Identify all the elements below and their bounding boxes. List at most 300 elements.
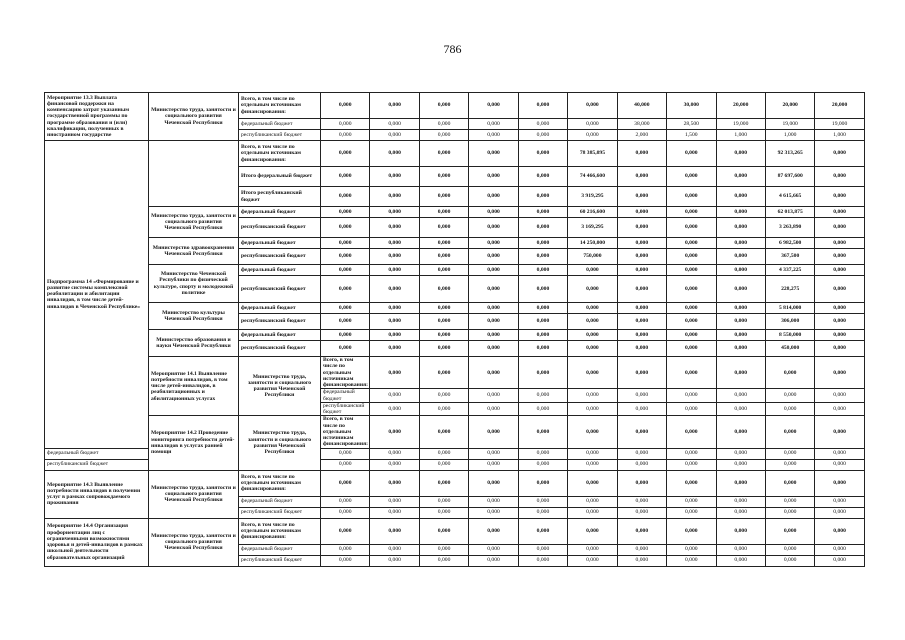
- amount-cell: 0,000: [419, 518, 468, 544]
- amount-cell: 0,000: [469, 507, 518, 518]
- executor-cell: Министерство труда, занятости и социального развития Чеченской Республики: [239, 416, 321, 470]
- amount-cell: 0,000: [518, 207, 567, 218]
- amount-cell: 2,000: [617, 130, 666, 141]
- amount-cell: 0,000: [419, 303, 468, 314]
- amount-cell: 0,000: [419, 249, 468, 265]
- amount-cell: 0,000: [469, 402, 518, 416]
- amount-cell: 0,000: [667, 265, 716, 276]
- amount-cell: 0,000: [518, 507, 567, 518]
- amount-cell: 306,000: [765, 314, 814, 330]
- amount-cell: 0,000: [617, 218, 666, 238]
- amount-cell: 0,000: [518, 389, 567, 403]
- amount-cell: 0,000: [765, 507, 814, 518]
- amount-cell: 0,000: [617, 470, 666, 496]
- amount-cell: 0,000: [815, 518, 864, 544]
- amount-cell: 0,000: [716, 507, 765, 518]
- amount-cell: 0,000: [667, 218, 716, 238]
- amount-cell: 1,000: [716, 130, 765, 141]
- amount-cell: 0,000: [667, 303, 716, 314]
- amount-cell: 0,000: [617, 341, 666, 357]
- amount-cell: 0,000: [667, 141, 716, 167]
- amount-cell: 0,000: [518, 518, 567, 544]
- amount-cell: 0,000: [370, 470, 419, 496]
- amount-cell: 450,000: [765, 341, 814, 357]
- amount-cell: 0,000: [716, 496, 765, 507]
- amount-cell: 0,000: [370, 207, 419, 218]
- amount-cell: 0,000: [667, 470, 716, 496]
- executor-cell: Министерство труда, занятости и социального развития Чеченской Республики: [149, 93, 239, 141]
- amount-cell: 0,000: [469, 187, 518, 207]
- amount-cell: 0,000: [815, 249, 864, 265]
- amount-cell: 4 615,665: [765, 187, 814, 207]
- table-row: [45, 470, 865, 496]
- amount-cell: 0,000: [321, 249, 370, 265]
- amount-cell: 0,000: [765, 402, 814, 416]
- amount-cell: 0,000: [370, 357, 419, 389]
- amount-cell: 0,000: [815, 389, 864, 403]
- amount-cell: 0,000: [518, 496, 567, 507]
- amount-cell: 0,000: [370, 402, 419, 416]
- amount-cell: 0,000: [370, 555, 419, 566]
- program-cell: Подпрограмма 14 «Формирование и развитие системы комплексной реабилитации и абилитации инвалидов, в том числе детей-инвалидов в Чеченской Республике»: [45, 141, 149, 449]
- amount-cell: 0,000: [815, 544, 864, 555]
- amount-cell: 5 814,000: [765, 303, 814, 314]
- amount-cell: 0,000: [469, 303, 518, 314]
- amount-cell: 0,000: [419, 187, 468, 207]
- amount-cell: 0,000: [370, 93, 419, 119]
- amount-cell: 0,000: [617, 416, 666, 448]
- amount-cell: 0,000: [617, 389, 666, 403]
- table-row: [45, 357, 865, 389]
- amount-cell: 20,000: [716, 93, 765, 119]
- amount-cell: 0,000: [765, 555, 814, 566]
- amount-cell: 0,000: [321, 93, 370, 119]
- amount-cell: 0,000: [370, 507, 419, 518]
- funding-source-cell: Итого республиканский бюджет: [239, 187, 321, 207]
- amount-cell: 0,000: [667, 167, 716, 187]
- amount-cell: 0,000: [617, 518, 666, 544]
- amount-cell: 0,000: [518, 416, 567, 448]
- amount-cell: 0,000: [815, 330, 864, 341]
- amount-cell: 92 313,265: [765, 141, 814, 167]
- amount-cell: 0,000: [469, 459, 518, 470]
- amount-cell: 750,000: [568, 249, 617, 265]
- amount-cell: 0,000: [568, 314, 617, 330]
- amount-cell: 0,000: [568, 303, 617, 314]
- funding-source-cell: федеральный бюджет: [239, 119, 321, 130]
- amount-cell: 0,000: [667, 249, 716, 265]
- program-cell: Мероприятие 14.1 Выявление потребности инвалидов, в том числе детей-инвалидов, в реабилитационных и абилитационных услугах: [149, 357, 239, 416]
- amount-cell: 87 697,600: [765, 167, 814, 187]
- amount-cell: 0,000: [321, 341, 370, 357]
- amount-cell: 0,000: [667, 314, 716, 330]
- amount-cell: 0,000: [667, 402, 716, 416]
- amount-cell: 0,000: [370, 187, 419, 207]
- amount-cell: 0,000: [518, 218, 567, 238]
- amount-cell: 0,000: [716, 518, 765, 544]
- amount-cell: 0,000: [667, 357, 716, 389]
- amount-cell: 0,000: [518, 448, 567, 459]
- amount-cell: 0,000: [321, 518, 370, 544]
- amount-cell: 3 169,295: [568, 218, 617, 238]
- amount-cell: 0,000: [321, 207, 370, 218]
- amount-cell: 0,000: [716, 448, 765, 459]
- amount-cell: 0,000: [518, 141, 567, 167]
- program-cell: Мероприятие 14.4 Организация профориентации лиц с ограниченными возможностями здоровья и детей-инвалидов в рамках школьной деятельности образовательных организаций: [45, 518, 149, 566]
- amount-cell: 0,000: [667, 496, 716, 507]
- amount-cell: 0,000: [617, 544, 666, 555]
- amount-cell: 0,000: [469, 276, 518, 303]
- amount-cell: 0,000: [815, 470, 864, 496]
- amount-cell: 0,000: [419, 402, 468, 416]
- amount-cell: 0,000: [815, 555, 864, 566]
- amount-cell: 0,000: [815, 238, 864, 249]
- amount-cell: 0,000: [568, 389, 617, 403]
- amount-cell: 0,000: [765, 518, 814, 544]
- amount-cell: 1,500: [667, 130, 716, 141]
- amount-cell: 0,000: [518, 187, 567, 207]
- amount-cell: 0,000: [419, 167, 468, 187]
- amount-cell: 0,000: [370, 496, 419, 507]
- table-row: [45, 330, 865, 341]
- amount-cell: 0,000: [419, 341, 468, 357]
- amount-cell: 0,000: [617, 555, 666, 566]
- amount-cell: 0,000: [469, 330, 518, 341]
- amount-cell: 0,000: [815, 218, 864, 238]
- table-row: [45, 518, 865, 544]
- amount-cell: 0,000: [469, 218, 518, 238]
- amount-cell: 0,000: [419, 276, 468, 303]
- funding-source-cell: республиканский бюджет: [321, 402, 370, 416]
- amount-cell: 0,000: [469, 544, 518, 555]
- funding-source-cell: Всего, в том числе по отдельным источникам финансирования:: [239, 470, 321, 496]
- amount-cell: 0,000: [568, 341, 617, 357]
- amount-cell: 0,000: [815, 357, 864, 389]
- funding-source-cell: Всего, в том числе по отдельным источникам финансирования:: [321, 357, 370, 389]
- amount-cell: 0,000: [617, 167, 666, 187]
- amount-cell: 0,000: [469, 389, 518, 403]
- amount-cell: 0,000: [815, 276, 864, 303]
- funding-source-cell: Всего, в том числе по отдельным источникам финансирования:: [239, 141, 321, 167]
- table-row: [45, 303, 865, 314]
- amount-cell: 0,000: [469, 93, 518, 119]
- page-number: 786: [443, 42, 462, 56]
- amount-cell: 0,000: [419, 448, 468, 459]
- amount-cell: 0,000: [667, 341, 716, 357]
- amount-cell: 0,000: [568, 330, 617, 341]
- amount-cell: 0,000: [667, 207, 716, 218]
- amount-cell: 0,000: [815, 507, 864, 518]
- amount-cell: 0,000: [469, 448, 518, 459]
- amount-cell: 0,000: [469, 555, 518, 566]
- table-row: [45, 207, 865, 218]
- amount-cell: 0,000: [370, 416, 419, 448]
- amount-cell: 0,000: [815, 402, 864, 416]
- amount-cell: 0,000: [419, 265, 468, 276]
- amount-cell: 0,000: [419, 119, 468, 130]
- amount-cell: 0,000: [617, 507, 666, 518]
- program-cell: Мероприятие 14.3 Выявление потребности инвалидов в получении услуг в рамках сопровождаемого проживания: [45, 470, 149, 518]
- amount-cell: 0,000: [321, 555, 370, 566]
- funding-source-cell: республиканский бюджет: [239, 130, 321, 141]
- amount-cell: 20,000: [815, 93, 864, 119]
- amount-cell: 0,000: [568, 470, 617, 496]
- amount-cell: 0,000: [469, 130, 518, 141]
- amount-cell: 0,000: [469, 249, 518, 265]
- amount-cell: 0,000: [815, 303, 864, 314]
- amount-cell: 74 466,600: [568, 167, 617, 187]
- amount-cell: 0,000: [370, 314, 419, 330]
- amount-cell: 0,000: [518, 93, 567, 119]
- funding-source-cell: федеральный бюджет: [239, 265, 321, 276]
- amount-cell: 78 385,095: [568, 141, 617, 167]
- amount-cell: 0,000: [716, 218, 765, 238]
- amount-cell: 0,000: [321, 119, 370, 130]
- table-row: [45, 93, 865, 119]
- amount-cell: 0,000: [370, 389, 419, 403]
- amount-cell: 0,000: [568, 402, 617, 416]
- table-row: [45, 238, 865, 249]
- funding-source-cell: федеральный бюджет: [239, 207, 321, 218]
- amount-cell: 60 216,600: [568, 207, 617, 218]
- amount-cell: 0,000: [370, 249, 419, 265]
- amount-cell: 0,000: [667, 238, 716, 249]
- amount-cell: 4 337,225: [765, 265, 814, 276]
- amount-cell: 0,000: [518, 330, 567, 341]
- amount-cell: 0,000: [716, 470, 765, 496]
- amount-cell: 0,000: [321, 544, 370, 555]
- amount-cell: 0,000: [321, 187, 370, 207]
- amount-cell: 0,000: [667, 448, 716, 459]
- amount-cell: 0,000: [370, 330, 419, 341]
- amount-cell: 0,000: [321, 167, 370, 187]
- amount-cell: 0,000: [568, 459, 617, 470]
- amount-cell: 0,000: [419, 389, 468, 403]
- amount-cell: 0,000: [321, 218, 370, 238]
- amount-cell: 0,000: [617, 496, 666, 507]
- amount-cell: 38,000: [617, 119, 666, 130]
- amount-cell: 19,000: [716, 119, 765, 130]
- amount-cell: 0,000: [716, 207, 765, 218]
- amount-cell: 0,000: [469, 238, 518, 249]
- amount-cell: 0,000: [518, 314, 567, 330]
- amount-cell: 0,000: [518, 341, 567, 357]
- amount-cell: 0,000: [568, 265, 617, 276]
- amount-cell: 0,000: [765, 470, 814, 496]
- funding-source-cell: Итого федеральный бюджет: [239, 167, 321, 187]
- amount-cell: 0,000: [321, 265, 370, 276]
- amount-cell: 3 919,295: [568, 187, 617, 207]
- amount-cell: 30,000: [667, 93, 716, 119]
- amount-cell: 0,000: [815, 416, 864, 448]
- funding-source-cell: республиканский бюджет: [239, 249, 321, 265]
- amount-cell: 0,000: [518, 470, 567, 496]
- amount-cell: 0,000: [469, 141, 518, 167]
- amount-cell: 20,000: [765, 93, 814, 119]
- amount-cell: 0,000: [568, 507, 617, 518]
- amount-cell: 0,000: [370, 141, 419, 167]
- amount-cell: 0,000: [568, 496, 617, 507]
- amount-cell: 0,000: [716, 357, 765, 389]
- amount-cell: 0,000: [419, 459, 468, 470]
- amount-cell: 0,000: [815, 341, 864, 357]
- amount-cell: 0,000: [667, 507, 716, 518]
- amount-cell: 0,000: [667, 555, 716, 566]
- amount-cell: 0,000: [419, 238, 468, 249]
- amount-cell: 0,000: [469, 357, 518, 389]
- executor-cell: Министерство образования и науки Чеченской Республики: [149, 330, 239, 357]
- amount-cell: 0,000: [419, 93, 468, 119]
- executor-cell: Министерство труда, занятости и социального развития Чеченской Республики: [149, 207, 239, 238]
- amount-cell: 0,000: [617, 141, 666, 167]
- amount-cell: 0,000: [617, 357, 666, 389]
- amount-cell: 0,000: [518, 544, 567, 555]
- executor-cell: Министерство труда, занятости и социального развития Чеченской Республики: [149, 470, 239, 518]
- amount-cell: 0,000: [469, 496, 518, 507]
- amount-cell: 0,000: [370, 119, 419, 130]
- amount-cell: 0,000: [617, 207, 666, 218]
- amount-cell: 0,000: [370, 518, 419, 544]
- amount-cell: 0,000: [419, 141, 468, 167]
- amount-cell: 0,000: [568, 130, 617, 141]
- amount-cell: 367,500: [765, 249, 814, 265]
- funding-source-cell: федеральный бюджет: [239, 496, 321, 507]
- amount-cell: 0,000: [815, 459, 864, 470]
- amount-cell: 0,000: [815, 187, 864, 207]
- amount-cell: 19,000: [765, 119, 814, 130]
- funding-source-cell: республиканский бюджет: [239, 276, 321, 303]
- amount-cell: 0,000: [617, 265, 666, 276]
- amount-cell: 40,000: [617, 93, 666, 119]
- funding-source-cell: республиканский бюджет: [239, 218, 321, 238]
- amount-cell: 0,000: [667, 389, 716, 403]
- amount-cell: 0,000: [765, 357, 814, 389]
- funding-source-cell: республиканский бюджет: [239, 314, 321, 330]
- amount-cell: 0,000: [617, 459, 666, 470]
- amount-cell: 0,000: [568, 93, 617, 119]
- amount-cell: 0,000: [370, 238, 419, 249]
- amount-cell: 0,000: [765, 496, 814, 507]
- amount-cell: 0,000: [321, 496, 370, 507]
- amount-cell: 0,000: [716, 341, 765, 357]
- amount-cell: 0,000: [469, 470, 518, 496]
- amount-cell: 0,000: [321, 130, 370, 141]
- funding-source-cell: Всего, в том числе по отдельным источникам финансирования:: [239, 93, 321, 119]
- table-row: [45, 416, 865, 448]
- amount-cell: 0,000: [617, 402, 666, 416]
- amount-cell: 0,000: [667, 518, 716, 544]
- amount-cell: 0,000: [568, 119, 617, 130]
- amount-cell: 0,000: [617, 314, 666, 330]
- amount-cell: 0,000: [321, 448, 370, 459]
- amount-cell: 0,000: [716, 389, 765, 403]
- amount-cell: 0,000: [716, 276, 765, 303]
- funding-source-cell: федеральный бюджет: [239, 303, 321, 314]
- amount-cell: 0,000: [765, 416, 814, 448]
- amount-cell: 0,000: [518, 130, 567, 141]
- amount-cell: 0,000: [815, 141, 864, 167]
- amount-cell: 0,000: [617, 448, 666, 459]
- amount-cell: 0,000: [765, 544, 814, 555]
- amount-cell: 0,000: [518, 119, 567, 130]
- amount-cell: 0,000: [815, 314, 864, 330]
- amount-cell: 0,000: [667, 330, 716, 341]
- amount-cell: 0,000: [321, 470, 370, 496]
- amount-cell: 0,000: [667, 544, 716, 555]
- amount-cell: 0,000: [716, 249, 765, 265]
- amount-cell: 0,000: [765, 459, 814, 470]
- amount-cell: 0,000: [568, 518, 617, 544]
- amount-cell: 0,000: [568, 448, 617, 459]
- amount-cell: 0,000: [716, 265, 765, 276]
- amount-cell: 0,000: [815, 265, 864, 276]
- amount-cell: 0,000: [419, 555, 468, 566]
- executor-cell: Министерство труда, занятости и социального развития Чеченской Республики: [149, 518, 239, 566]
- amount-cell: 6 982,500: [765, 238, 814, 249]
- amount-cell: 0,000: [716, 167, 765, 187]
- amount-cell: 0,000: [716, 330, 765, 341]
- executor-cell: [149, 141, 239, 207]
- amount-cell: 0,000: [617, 249, 666, 265]
- funding-source-cell: федеральный бюджет: [321, 389, 370, 403]
- amount-cell: 0,000: [419, 218, 468, 238]
- amount-cell: 0,000: [419, 496, 468, 507]
- amount-cell: 0,000: [370, 130, 419, 141]
- amount-cell: 0,000: [568, 416, 617, 448]
- amount-cell: 0,000: [321, 303, 370, 314]
- amount-cell: 0,000: [815, 448, 864, 459]
- amount-cell: 0,000: [419, 416, 468, 448]
- funding-source-cell: Всего, в том числе по отдельным источникам финансирования:: [239, 518, 321, 544]
- amount-cell: 14 250,000: [568, 238, 617, 249]
- amount-cell: 0,000: [370, 265, 419, 276]
- amount-cell: 0,000: [815, 496, 864, 507]
- amount-cell: 0,000: [518, 555, 567, 566]
- amount-cell: 0,000: [469, 416, 518, 448]
- amount-cell: 0,000: [716, 314, 765, 330]
- amount-cell: 0,000: [370, 167, 419, 187]
- executor-cell: Министерство здравоохранения Чеченской Республики: [149, 238, 239, 265]
- amount-cell: 0,000: [716, 303, 765, 314]
- amount-cell: 0,000: [321, 141, 370, 167]
- amount-cell: 0,000: [765, 448, 814, 459]
- amount-cell: 0,000: [321, 238, 370, 249]
- amount-cell: 0,000: [370, 276, 419, 303]
- amount-cell: 0,000: [321, 459, 370, 470]
- amount-cell: 0,000: [370, 459, 419, 470]
- amount-cell: 228,275: [765, 276, 814, 303]
- amount-cell: 0,000: [568, 544, 617, 555]
- amount-cell: 0,000: [370, 544, 419, 555]
- amount-cell: 0,000: [469, 341, 518, 357]
- amount-cell: 0,000: [469, 119, 518, 130]
- program-cell: Мероприятие 13.3 Выплата финансовой поддержки на компенсацию затрат указанным государственной программы по программе образования и (или) квалификации, полученных в иностранном государстве: [45, 93, 149, 141]
- amount-cell: 0,000: [518, 402, 567, 416]
- amount-cell: 0,000: [518, 303, 567, 314]
- amount-cell: 0,000: [617, 303, 666, 314]
- funding-source-cell: федеральный бюджет: [239, 238, 321, 249]
- amount-cell: 0,000: [469, 167, 518, 187]
- amount-cell: 0,000: [518, 167, 567, 187]
- amount-cell: 0,000: [667, 459, 716, 470]
- amount-cell: 0,000: [617, 276, 666, 303]
- amount-cell: 0,000: [518, 357, 567, 389]
- amount-cell: 0,000: [667, 276, 716, 303]
- amount-cell: 0,000: [370, 341, 419, 357]
- executor-cell: Министерство труда, занятости и социального развития Чеченской Республики: [239, 357, 321, 416]
- amount-cell: 0,000: [518, 459, 567, 470]
- amount-cell: 28,500: [667, 119, 716, 130]
